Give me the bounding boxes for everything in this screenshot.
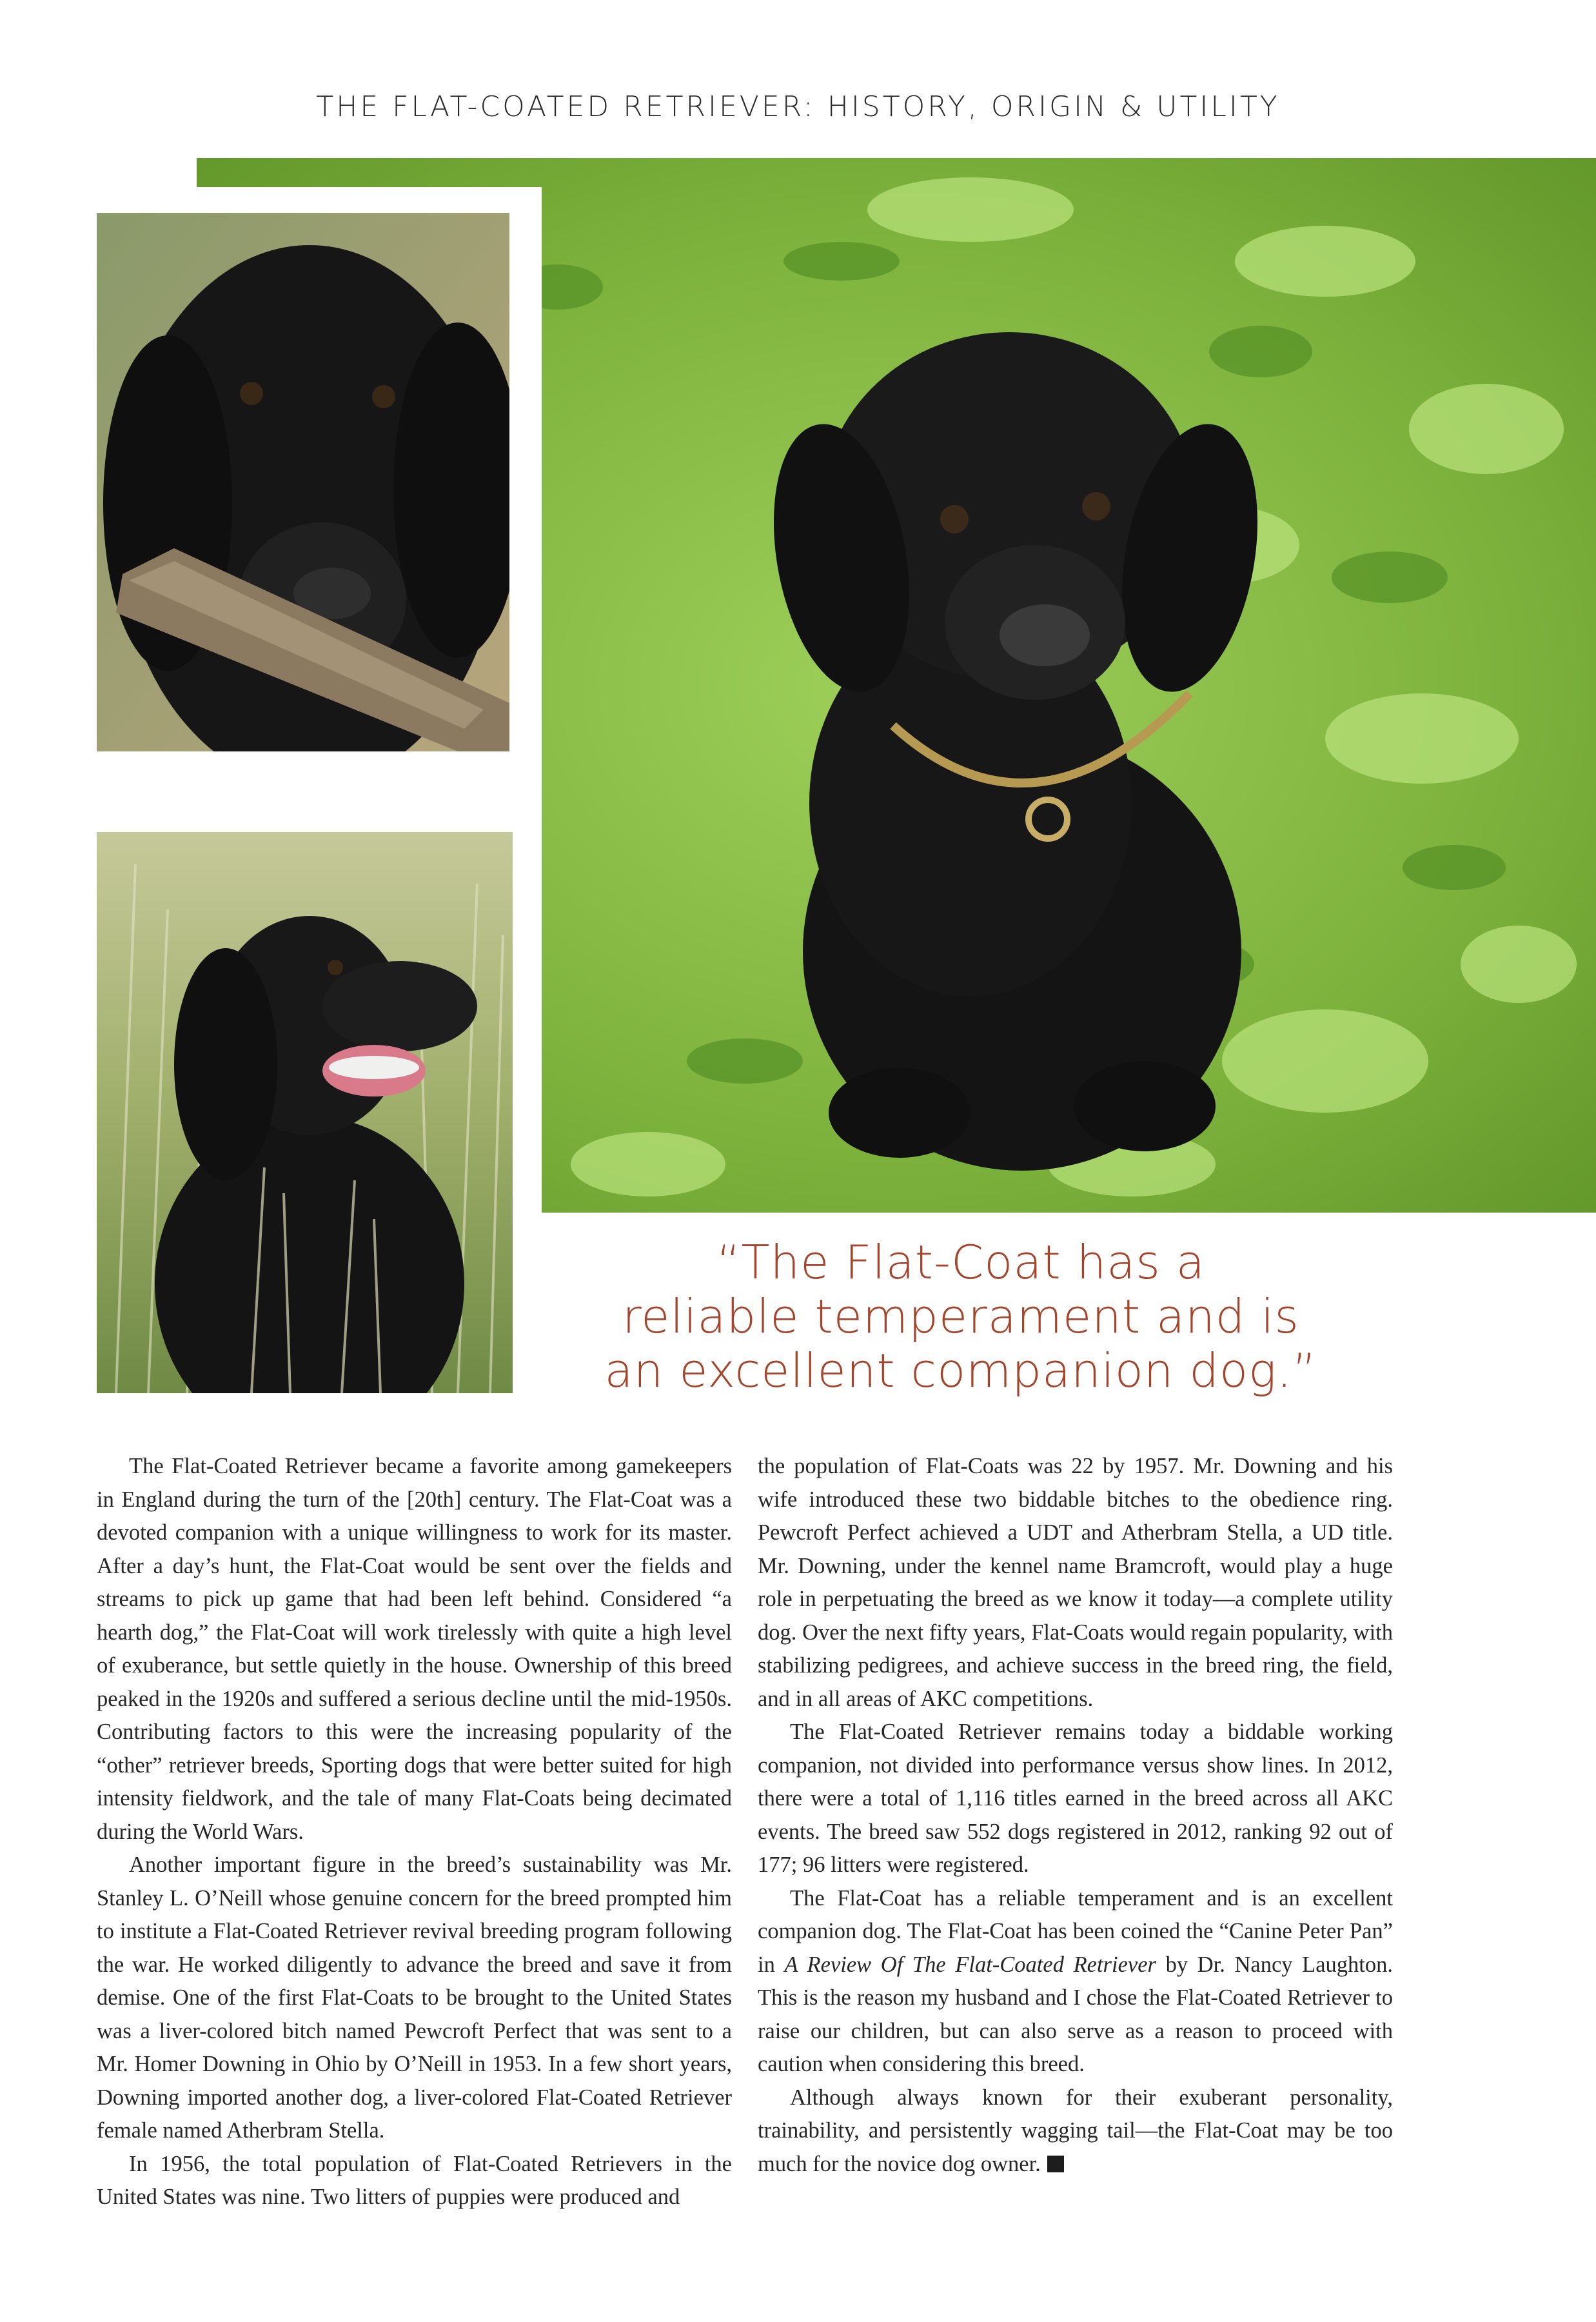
body-paragraph: Another important figure in the breed’s sustainability was Mr. Stanley L. O’Neill whose genuine concern for the breed prompted him to institute a Flat-Coated Retriever revival breeding program following the war. He worked diligently to advance the breed and save it from demise. One of the first Flat-Coats to be brought to the United States was a liver-colored bitch named Pewcroft Perfect that was sent to a Mr. Homer Downing in Ohio by O’Neill in 1953. In a few short years, Downing imported another dog, a liver-colored Flat-Coated Retriever female named Atherbram Stella. [97,1852,732,2143]
body-text: by Dr. Nancy Laughton. This is the reason my husband and I chose the Flat-Coated Retriever to raise our children, but can also serve as a reason to proceed with caution when considering this breed. [758,1952,1393,2076]
body-paragraph: The Flat-Coated Retriever remains today a biddable working companion, not divided into performance versus show lines. In 2012, there were a total of 1,116 titles earned in the breed across all AKC events. The breed saw 552 dogs registered in 2012, ranking 92 out of 177; 96 litters were registered. [758,1720,1393,1877]
pull-quote-line: “The Flat-Coat has a [716,1235,1205,1289]
body-paragraph: In 1956, the total population of Flat-Coated Retrievers in the United States was nine. Two litters of puppies were produced and [97,2151,732,2209]
bottom-left-photo [97,832,513,1393]
end-of-article-mark [1047,2156,1064,2172]
wet-black-dog-with-stick-icon [97,213,509,751]
top-left-photo [97,213,509,751]
body-paragraph: the population of Flat-Coats was 22 by 1957. Mr. Downing and his wife introduced these two biddable bitches to the obedience ring. Pewcroft Perfect achieved a UDT and Atherbram Stella, a UD title. Mr. Downing, under the kennel name Bramcroft, would play a huge role in perpetuating the breed as we know it today—a complete utility dog. Over the next fifty years, Flat-Coats would regain popularity, with stabilizing pedigrees, and achieve success in the breed ring, the field, and in all areas of AKC competitions. [758,1454,1393,1711]
pull-quote-line: an excellent companion dog.” [604,1344,1317,1398]
pull-quote-line: reliable temperament and is [622,1289,1299,1344]
body-paragraph [758,2081,1393,2181]
body-column-right [758,1450,1393,2181]
black-dog-in-tall-grass-icon [97,832,513,1393]
body-paragraph: The Flat-Coated Retriever became a favorite among gamekeepers in England during the turn of the [20th] century. The Flat-Coat was a devoted companion with a unique willingness to work for its master. After a day’s hunt, the Flat-Coat would be sent over the fields and streams to pick up game that had been left behind. Considered “a hearth dog,” the Flat-Coat will work tirelessly with quite a high level of exuberance, but settle quietly in the house. Ownership of this breed peaked in the 1920s and suffered a serious decline until the mid-1950s. Contributing factors to this were the increasing popularity of the “other” retriever breeds, Sporting dogs that were better suited for high intensity fieldwork, and the tale of many Flat-Coats being decimated during the World Wars. [97,1454,732,1844]
body-text: The Flat-Coat has a reliable temperament and is an excellent companion dog. The Flat-Coat has been coined the “Canine Peter Pan” in [758,1885,1393,1977]
pull-quote [580,1235,1341,1398]
running-header: THE FLAT-COATED RETRIEVER: HISTORY, ORIGIN & UTILITY [316,90,1280,123]
book-title: A Review Of The Flat-Coated Retriever [784,1952,1156,1977]
body-paragraph [758,1882,1393,2081]
body-text: Although always known for their exuberant personality, trainability, and persistently wagging tail—the Flat-Coat may be too much for the novice dog owner. [758,2085,1393,2176]
body-column-left [97,1450,732,2214]
